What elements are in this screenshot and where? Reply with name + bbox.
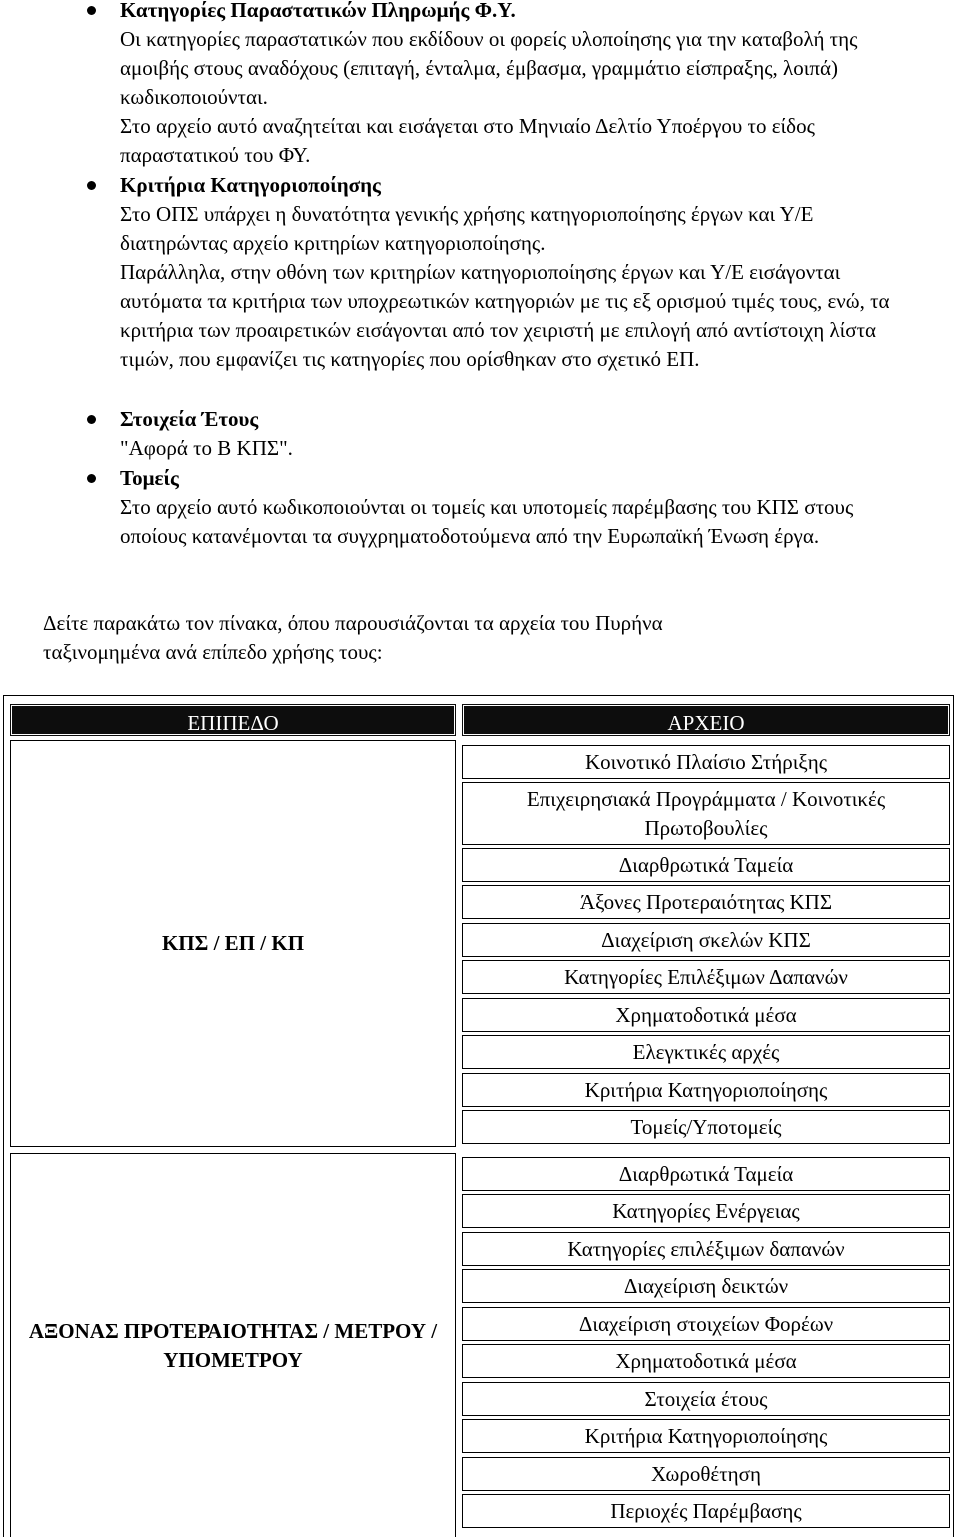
file-label: Επιχειρησιακά Προγράμματα / Κοινοτικές Πρωτοβουλίες [526,787,886,840]
file-label: Διαχείριση δεικτών [623,1274,789,1298]
header-file-cell [462,704,950,736]
file-label: Διαρθρωτικά Ταμεία [618,1162,794,1186]
file-cell [462,848,950,882]
file-cell [462,1073,950,1107]
file-cell [462,1194,950,1228]
file-cell [462,1457,950,1491]
file-cell [462,1419,950,1453]
bullet-paragraph: Στο ΟΠΣ υπάρχει η δυνατότητα γενικής χρήσης κατηγοριοποίησης έργων και Υ/Ε διατηρώντας αρχείο κριτηρίων κατηγοριοποίησης. [120,202,814,255]
file-label: Χρηματοδοτικά μέσα [615,1003,797,1027]
file-label: Κατηγορίες Ενέργειας [612,1199,800,1223]
bullet-paragraph: "Αφορά το Β ΚΠΣ". [120,436,293,460]
file-label: Διαχείριση σκελών ΚΠΣ [601,928,811,952]
file-label: Στοιχεία έτους [644,1387,768,1411]
file-label: Διαχείριση στοιχείων Φορέων [578,1312,834,1336]
bullet-paragraph: Στο αρχείο αυτό αναζητείται και εισάγεται στο Μηνιαίο Δελτίο Υποέργου το είδος παραστατικού του ΦΥ. [120,114,815,167]
file-label: Χωροθέτηση [651,1462,761,1486]
file-label: Κατηγορίες επιλέξιμων δαπανών [567,1237,845,1261]
bullet-paragraph: Παράλληλα, στην οθόνη των κριτηρίων κατηγοριοποίησης έργων και Υ/Ε εισάγονται αυτόματα τα κριτήρια των υποχρεωτικών κατηγοριών με τις εξ ορισμού τιμές τους, ενώ, τα κριτήρια των προαιρετικών εισάγονται από τον χειριστή με επιλογή από αντίστοιχη λίστα τιμών, που εμφανίζει τις κατηγορίες που ορίσθηκαν στο σχετικό ΕΠ. [120,260,890,371]
file-cell [462,1494,950,1528]
bullet-heading: Κατηγορίες Παραστατικών Πληρωμής Φ.Υ. [120,0,516,22]
level-cell [10,740,456,1147]
file-cell [462,1157,950,1191]
file-cell [462,1344,950,1378]
header-level-cell [10,704,456,736]
file-cell [462,998,950,1032]
level-label: ΚΠΣ / ΕΠ / ΚΠ [161,931,305,955]
file-label: Τομείς/Υποτομείς [630,1115,782,1139]
file-cell [462,1307,950,1341]
file-label: Χρηματοδοτικά μέσα [615,1349,797,1373]
file-label: Κοινοτικό Πλαίσιο Στήριξης [584,750,828,774]
bullet-item [120,464,920,551]
file-label: Περιοχές Παρέμβασης [610,1499,802,1523]
bullet-paragraph: Στο αρχείο αυτό κωδικοποιούνται οι τομείς και υποτομείς παρέμβασης του ΚΠΣ στους οποίους κατανέμονται τα συγχρηματοδοτούμενα από την Ευρωπαϊκή Ένωση έργα. [120,495,854,548]
bullet-item [120,171,920,374]
file-label: Ελεγκτικές αρχές [632,1040,780,1064]
bullet-heading: Τομείς [120,466,179,490]
bullet-item [120,405,920,463]
file-cell [462,782,950,845]
bullet-heading: Στοιχεία Έτους [120,407,259,431]
file-cell [462,1269,950,1303]
file-label: Κριτήρια Κατηγοριοποίησης [584,1424,828,1448]
intro-paragraph [43,609,923,667]
bullet-heading: Κριτήρια Κατηγοριοποίησης [120,173,381,197]
file-cell [462,923,950,957]
file-cell [462,885,950,919]
file-cell [462,1382,950,1416]
file-cell [462,1232,950,1266]
file-cell [462,1110,950,1144]
header-level-label: ΕΠΙΠΕΔΟ [187,711,279,735]
intro-line: Δείτε παρακάτω τον πίνακα, όπου παρουσιάζονται τα αρχεία του Πυρήνα [43,611,663,635]
file-cell [462,1035,950,1069]
level-label: ΑΞΟΝΑΣ ΠΡΟΤΕΡΑΙΟΤΗΤΑΣ / ΜΕΤΡΟΥ / ΥΠΟΜΕΤΡΟΥ [28,1318,438,1372]
header-file-label: ΑΡΧΕΙΟ [667,711,745,735]
bullet-paragraph: Οι κατηγορίες παραστατικών που εκδίδουν οι φορείς υλοποίησης για την καταβολή της αμοιβής στους αναδόχους (επιταγή, ένταλμα, έμβασμα, γραμμάτιο είσπραξης, λοιπά) κωδικοποιούνται. [120,27,858,109]
file-cell [462,745,950,779]
level-cell [10,1153,456,1537]
file-label: Άξονες Προτεραιότητας ΚΠΣ [579,890,833,914]
bullet-item [120,0,920,170]
file-label: Διαρθρωτικά Ταμεία [618,853,794,877]
file-label: Κριτήρια Κατηγοριοποίησης [584,1078,828,1102]
file-label: Κατηγορίες Επιλέξιμων Δαπανών [564,965,848,989]
intro-line: ταξινομημένα ανά επίπεδο χρήσης τους: [43,640,383,664]
file-cell [462,960,950,994]
